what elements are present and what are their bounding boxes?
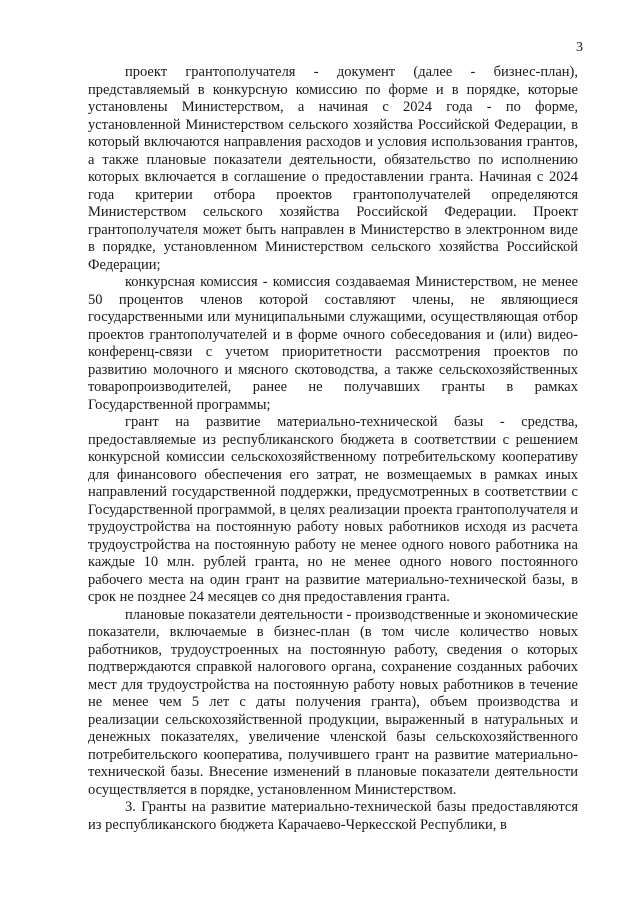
paragraph-grantee-project: проект грантополучателя - документ (далее - бизнес-план), представляемый в конкурсную комиссию по форме и в порядке, которые установлены Министерством, а начиная с 2024 года - по форме, установленной Министерством сельского хозяйства Российской Федерации, в который включаются направления расходов и условия использования грантов, а также плановые показатели деятельности, обязательство по исполнению которых включается в соглашение о предоставлении гранта. Начиная с 2024 года критерии отбора проектов грантополучателей определяются Министерством сельского хозяйства Российской Федерации. Проект грантополучателя может быть направлен в Министерство в электронном виде в порядке, установленном Министерством сельского хозяйства Российской Федерации; — [88, 64, 578, 273]
paragraph-section-3: 3. Гранты на развитие материально-технической базы предоставляются из республиканского бюджета Карачаево-Черкесской Республики, в — [88, 799, 578, 833]
document-body — [88, 64, 578, 834]
paragraph-material-base-grant: грант на развитие материально-технической базы - средства, предоставляемые из республиканского бюджета в соответствии с решением конкурсной комиссии сельскохозяйственному потребительскому кооперативу для финансового обеспечения его затрат, не возмещаемых в рамках иных направлений государственной поддержки, предусмотренных в соответствии с Государственной программой, в целях реализации проекта грантополучателя и трудоустройства на постоянную работу новых работников исходя из расчета трудоустройства на постоянную работу не менее одного нового работника на каждые 10 млн. рублей гранта, но не менее одного нового постоянного рабочего места на один грант на развитие материально-технической базы, в срок не позднее 24 месяцев со дня предоставления гранта. — [88, 414, 578, 605]
paragraph-competition-commission: конкурсная комиссия - комиссия создаваемая Министерством, не менее 50 процентов членов которой составляют члены, не являющиеся государственными или муниципальными служащими, осуществляющая отбор проектов грантополучателей и в форме очного собеседования и (или) видео-конференц-связи с учетом приоритетности рассмотрения проектов по развитию молочного и мясного скотоводства, а также сельскохозяйственных товаропроизводителей, ранее не получавших гранты в рамках Государственной программы; — [88, 274, 578, 413]
paragraph-planned-indicators: плановые показатели деятельности - производственные и экономические показатели, включаемые в бизнес-план (в том числе количество новых работников, трудоустроенных на постоянную работу, сведения о которых подтверждаются справкой налогового органа, сохранение созданных рабочих мест для трудоустройства на постоянную работу новых работников в течение не менее чем 5 лет с даты получения гранта), объем производства и реализации сельскохозяйственной продукции, выраженный в натуральных и денежных показателях, увеличение членской базы сельскохозяйственного потребительского кооператива, получившего грант на развитие материально-технической базы. Внесение изменений в плановые показатели деятельности осуществляется в порядке, установленном Министерством. — [88, 606, 578, 798]
page-number: 3 — [576, 40, 583, 55]
